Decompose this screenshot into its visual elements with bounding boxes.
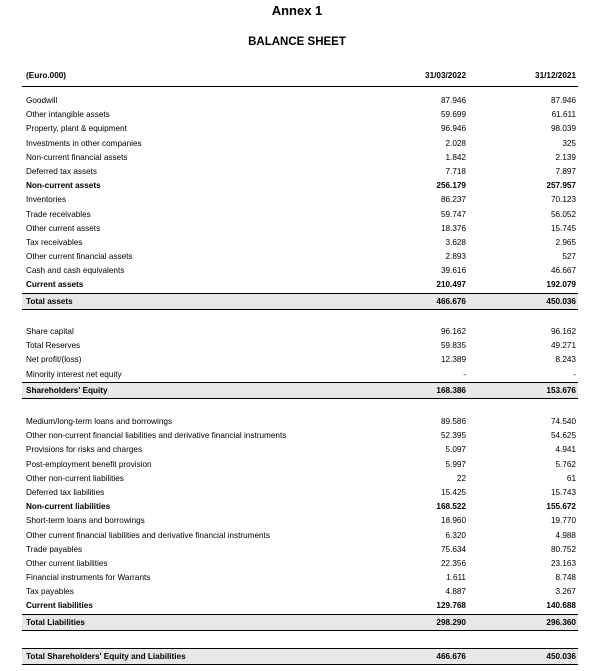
table-row <box>22 208 578 222</box>
row-label: Goodwill <box>26 96 58 105</box>
row-value-prior: 54.625 <box>550 431 576 441</box>
row-label: Shareholders' Equity <box>26 385 108 395</box>
row-value-prior: 527 <box>562 252 576 262</box>
row-value-prior: 7.897 <box>555 166 576 176</box>
table-row <box>22 585 578 599</box>
row-value-current: 3.628 <box>445 237 466 247</box>
row-label: Post-employment benefit provision <box>26 459 152 469</box>
row-value-prior: 8.748 <box>555 573 576 583</box>
row-value-prior: 87.946 <box>550 96 576 105</box>
table-row <box>22 571 578 585</box>
row-value-current: 18.376 <box>440 223 466 233</box>
table-row <box>22 599 578 613</box>
table-row <box>22 500 578 514</box>
row-value-current: 59.835 <box>440 341 466 351</box>
row-value-prior: 450.036 <box>546 296 576 306</box>
row-value-prior: 70.123 <box>550 195 576 205</box>
annex-label: Annex 1 <box>271 3 323 18</box>
row-label: Other intangible assets <box>26 110 110 120</box>
row-label: Other non-current liabilities <box>26 473 124 483</box>
row-label: Deferred tax assets <box>26 166 97 176</box>
row-value-prior: 56.052 <box>550 209 576 219</box>
table-row <box>22 151 578 165</box>
row-value-prior: 61 <box>566 473 576 483</box>
table-row <box>22 222 578 236</box>
row-label: Net profit/(loss) <box>26 355 82 365</box>
row-value-current: 18.960 <box>440 516 466 526</box>
row-value-prior: 153.676 <box>546 385 576 395</box>
row-value-current: 168.386 <box>436 385 466 395</box>
table-row <box>22 514 578 528</box>
row-value-prior: - <box>573 369 576 379</box>
row-label: Non-current financial assets <box>26 152 128 162</box>
row-label: Current liabilities <box>26 601 93 611</box>
row-label: Other current liabilities <box>26 558 108 568</box>
table-row <box>22 368 578 382</box>
table-row <box>22 458 578 472</box>
row-label: Provisions for risks and charges <box>26 445 143 455</box>
row-label: Total assets <box>26 296 73 306</box>
table-row <box>22 443 578 457</box>
row-label: Total Reserves <box>26 341 81 351</box>
row-value-current: 15.425 <box>440 487 466 497</box>
table-row <box>22 193 578 207</box>
row-value-current: 75.634 <box>440 544 466 554</box>
row-value-current: 168.522 <box>436 502 466 512</box>
row-label: Minority interest net equity <box>26 369 122 379</box>
row-value-prior: 96.162 <box>550 327 576 336</box>
row-label: Share capital <box>26 327 74 336</box>
table-row <box>22 122 578 136</box>
table-row <box>22 236 578 250</box>
total-row-equity <box>22 382 578 399</box>
row-label: Investments in other companies <box>26 138 142 148</box>
row-label: Other current assets <box>26 223 101 233</box>
row-value-current: 4.887 <box>445 587 466 597</box>
row-value-prior: 74.540 <box>550 417 576 426</box>
row-value-prior: 325 <box>562 138 576 148</box>
row-value-current: 86.237 <box>440 195 466 205</box>
row-label: Other current financial assets <box>26 252 133 262</box>
row-value-current: 1.611 <box>446 573 466 583</box>
table-row <box>22 472 578 486</box>
row-value-prior: 23.163 <box>550 558 576 568</box>
row-value-prior: 3.267 <box>555 587 576 597</box>
row-value-prior: 49.271 <box>550 341 576 351</box>
row-value-prior: 155.672 <box>546 502 576 512</box>
table-row <box>22 486 578 500</box>
unit-label: (Euro.000) <box>26 71 67 80</box>
row-value-current: 59.747 <box>440 209 466 219</box>
row-value-current: 2.028 <box>445 138 466 148</box>
table-row <box>22 108 578 122</box>
row-value-current: 2.893 <box>445 252 466 262</box>
row-label: Tax payables <box>26 587 74 597</box>
header-divider <box>22 86 578 87</box>
total-row-liabilities <box>22 614 578 631</box>
row-value-prior: 8.243 <box>555 355 576 365</box>
row-value-current: 5.097 <box>445 445 466 455</box>
table-row <box>22 557 578 571</box>
row-value-current: 466.676 <box>436 652 466 661</box>
row-value-current: 298.290 <box>436 617 466 627</box>
row-label: Inventories <box>26 195 67 205</box>
row-label: Short-term loans and borrowings <box>26 516 145 526</box>
table-row <box>22 429 578 443</box>
row-label: Trade payables <box>26 544 83 554</box>
row-value-prior: 4.941 <box>555 445 576 455</box>
row-value-prior: 2.965 <box>555 237 576 247</box>
row-value-prior: 296.360 <box>546 617 576 627</box>
row-value-prior: 450.036 <box>546 652 576 661</box>
row-value-prior: 61.611 <box>551 110 576 120</box>
table-row <box>22 339 578 353</box>
grand-total-section <box>22 648 578 665</box>
total-row-assets <box>22 293 578 310</box>
row-value-prior: 98.039 <box>550 124 576 134</box>
row-value-prior: 15.745 <box>550 223 576 233</box>
row-label: Financial instruments for Warrants <box>26 573 151 583</box>
row-value-prior: 46.667 <box>550 266 576 276</box>
table-row <box>22 415 578 429</box>
row-value-prior: 19.770 <box>550 516 576 526</box>
liabilities-section <box>22 415 578 631</box>
table-row <box>22 353 578 367</box>
row-value-current: 256.179 <box>436 181 466 191</box>
table-row <box>22 543 578 557</box>
row-label: Cash and cash equivalents <box>26 266 125 276</box>
row-label: Other current financial liabilities and derivative financial instruments <box>26 530 270 540</box>
table-row <box>22 529 578 543</box>
row-value-prior: 140.688 <box>546 601 576 611</box>
row-label: Non-current liabilities <box>26 502 111 512</box>
row-value-current: 12.389 <box>440 355 466 365</box>
row-value-current: 89.586 <box>440 417 466 426</box>
row-value-prior: 80.752 <box>550 544 576 554</box>
row-value-current: 96.162 <box>440 327 466 336</box>
row-value-current: 5.997 <box>445 459 466 469</box>
row-label: Other non-current financial liabilities and derivative financial instruments <box>26 431 287 441</box>
table-row <box>22 179 578 193</box>
row-label: Deferred tax liabilities <box>26 487 105 497</box>
row-value-prior: 15.743 <box>550 487 576 497</box>
row-value-current: 59.699 <box>440 110 466 120</box>
row-value-current: 39.616 <box>440 266 466 276</box>
row-value-current: 129.768 <box>436 601 466 611</box>
row-label: Total Liabilities <box>26 617 85 627</box>
total-row-grand <box>22 648 578 665</box>
row-value-current: 52.395 <box>440 431 466 441</box>
row-value-current: 1.842 <box>445 152 466 162</box>
row-value-prior: 192.079 <box>546 280 576 290</box>
table-row <box>22 250 578 264</box>
table-row <box>22 278 578 292</box>
row-value-current: 210.497 <box>436 280 466 290</box>
assets-section <box>22 94 578 310</box>
row-label: Total Shareholders' Equity and Liabilities <box>26 652 186 661</box>
row-label: Trade receivables <box>26 209 91 219</box>
row-value-prior: 5.762 <box>555 459 576 469</box>
row-label: Non-current assets <box>26 181 101 191</box>
column-header-current: 31/03/2022 <box>425 71 466 80</box>
table-row <box>22 165 578 179</box>
row-value-current: 87.946 <box>440 96 466 105</box>
row-label: Medium/long-term loans and borrowings <box>26 417 173 426</box>
row-label: Current assets <box>26 280 84 290</box>
row-value-current: 22.356 <box>440 558 466 568</box>
row-value-prior: 2.139 <box>555 152 576 162</box>
row-value-prior: 257.957 <box>546 181 576 191</box>
row-value-current: - <box>463 369 466 379</box>
row-value-current: 466.676 <box>436 296 466 306</box>
row-value-current: 22 <box>456 473 466 483</box>
row-label: Tax receivables <box>26 237 83 247</box>
row-value-current: 96.946 <box>440 124 466 134</box>
table-row <box>22 137 578 151</box>
table-row <box>22 94 578 108</box>
table-row <box>22 264 578 278</box>
equity-section <box>22 325 578 399</box>
row-value-current: 7.718 <box>445 166 466 176</box>
table-row <box>22 325 578 339</box>
row-value-prior: 4.988 <box>555 530 576 540</box>
column-header-prior: 31/12/2021 <box>535 71 576 80</box>
row-value-current: 6.320 <box>445 530 466 540</box>
page-title: BALANCE SHEET <box>248 36 346 48</box>
row-label: Property, plant & equipment <box>26 124 127 134</box>
